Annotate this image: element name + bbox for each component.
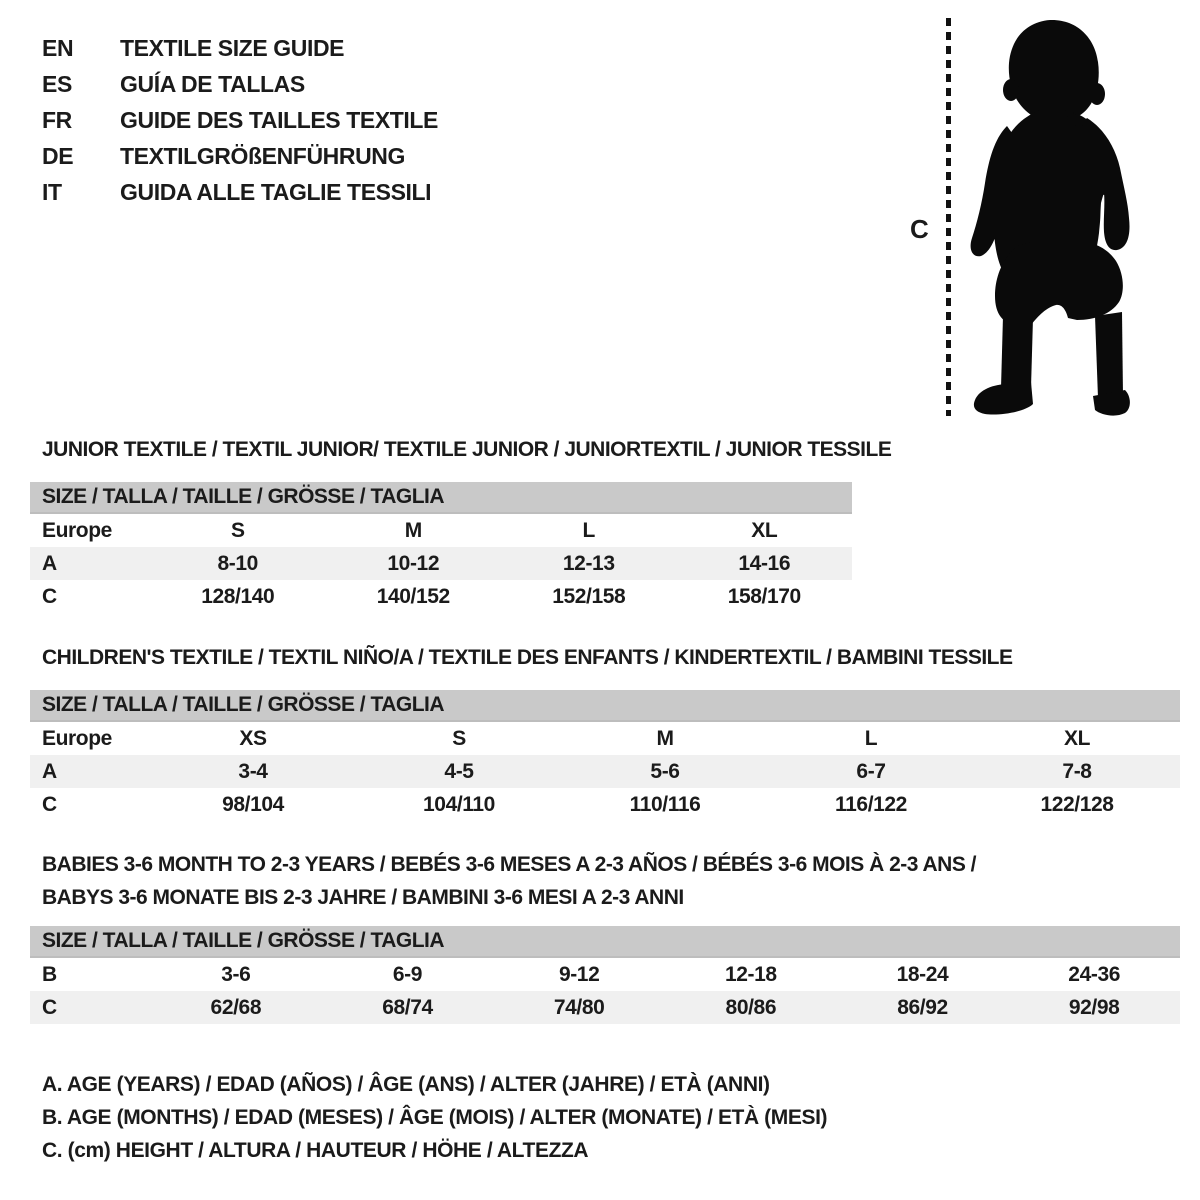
value-cell: 8-10 [217,552,258,575]
measure-label-c: C [910,214,929,244]
row-label-cell: C [42,996,57,1019]
value-cell: 62/68 [210,996,262,1019]
value-cell: 68/74 [382,996,433,1019]
value-cell: 80/86 [725,996,777,1019]
value-cell: 110/116 [629,793,701,816]
value-cell: 14-16 [738,552,791,575]
section-title-children: CHILDREN'S TEXTILE / TEXTIL NIÑO/A / TEXTILE DES ENFANTS / KINDERTEXTIL / BAMBINI TESSILE [42,646,1013,669]
table-row [30,958,1180,991]
language-label: TEXTILGRÖßENFÜHRUNG [120,143,405,169]
footnote-a: A. AGE (YEARS) / EDAD (AÑOS) / ÂGE (ANS) / ALTER (JAHRE) / ETÀ (ANNI) [42,1073,770,1096]
footnote-c: C. (cm) HEIGHT / ALTURA / HAUTEUR / HÖHE / ALTEZZA [42,1139,589,1162]
language-code: DE [42,143,74,169]
row-label-cell: A [42,760,57,783]
language-row [42,138,438,174]
height-measure-dashed-line [946,18,951,416]
value-cell: 12-13 [562,552,615,575]
language-code: ES [42,71,72,97]
language-label: GUÍA DE TALLAS [120,71,305,97]
toddler-silhouette [965,18,1135,418]
value-cell: 18-24 [896,963,949,986]
language-code: FR [42,107,72,133]
value-cell: 122/128 [1040,793,1114,816]
section-title-babies-line1: BABIES 3-6 MONTH TO 2-3 YEARS / BEBÉS 3-6 MESES A 2-3 AÑOS / BÉBÉS 3-6 MOIS À 2-3 ANS / [42,853,977,876]
table-row [30,788,1180,821]
table-row [30,580,852,613]
language-label: GUIDE DES TAILLES TEXTILE [120,107,438,133]
value-cell: 10-12 [387,552,440,575]
language-row [42,30,438,66]
row-label-cell: C [42,793,57,816]
value-cell: 158/170 [727,585,801,608]
section-title-babies-line2: BABYS 3-6 MONATE BIS 2-3 JAHRE / BAMBINI 3-6 MESI A 2-3 ANNI [42,886,684,909]
row-label-cell: A [42,552,57,575]
babies-size-table [30,926,1180,1024]
children-size-table [30,690,1180,821]
language-code: IT [42,179,62,205]
row-label-cell: C [42,585,57,608]
value-cell: L [864,727,878,750]
value-cell: 6-9 [392,963,423,986]
value-cell: M [404,519,422,542]
table-row [30,755,1180,788]
value-cell: 152/158 [552,585,626,608]
value-cell: XL [1063,727,1091,750]
footnotes [42,1068,827,1167]
value-cell: L [582,519,595,542]
table-size-header: SIZE / TALLA / TAILLE / GRÖSSE / TAGLIA [30,690,1180,722]
value-cell: 140/152 [376,585,450,608]
row-label-cell: Europe [42,727,112,750]
table-row [30,722,1180,755]
value-cell: 5-6 [650,760,680,783]
value-cell: 74/80 [553,996,605,1019]
language-row [42,102,438,138]
language-row [42,66,438,102]
value-cell: 86/92 [897,996,948,1019]
section-title-junior: JUNIOR TEXTILE / TEXTIL JUNIOR/ TEXTILE JUNIOR / JUNIORTEXTIL / JUNIOR TESSILE [42,438,892,461]
language-guide [42,30,438,210]
table-size-header: SIZE / TALLA / TAILLE / GRÖSSE / TAGLIA [30,926,1180,958]
language-row [42,174,438,210]
value-cell: 104/110 [423,793,495,816]
language-label: GUIDA ALLE TAGLIE TESSILI [120,179,432,205]
value-cell: 24-36 [1068,963,1121,986]
value-cell: M [656,727,674,750]
value-cell: 4-5 [444,760,474,783]
table-size-header: SIZE / TALLA / TAILLE / GRÖSSE / TAGLIA [30,482,852,514]
language-code: EN [42,35,74,61]
value-cell: 98/104 [222,793,284,816]
value-cell: 92/98 [1068,996,1120,1019]
value-cell: 116/122 [835,793,907,816]
table-row [30,547,852,580]
value-cell: 3-6 [221,963,251,986]
value-cell: XS [239,727,267,750]
row-label-cell: B [42,963,57,986]
table-row [30,991,1180,1024]
value-cell: 6-7 [856,760,886,783]
value-cell: S [452,727,466,750]
footnote-b: B. AGE (MONTHS) / EDAD (MESES) / ÂGE (MOIS) / ALTER (MONATE) / ETÀ (MESI) [42,1106,828,1129]
value-cell: S [230,519,245,542]
table-row [30,514,852,547]
value-cell: 3-4 [238,760,268,783]
language-label: TEXTILE SIZE GUIDE [120,35,345,61]
value-cell: XL [751,519,778,542]
row-label-cell: Europe [42,519,112,542]
value-cell: 9-12 [558,963,600,986]
value-cell: 7-8 [1062,760,1092,783]
junior-size-table [30,482,852,613]
value-cell: 128/140 [201,585,275,608]
value-cell: 12-18 [724,963,777,986]
